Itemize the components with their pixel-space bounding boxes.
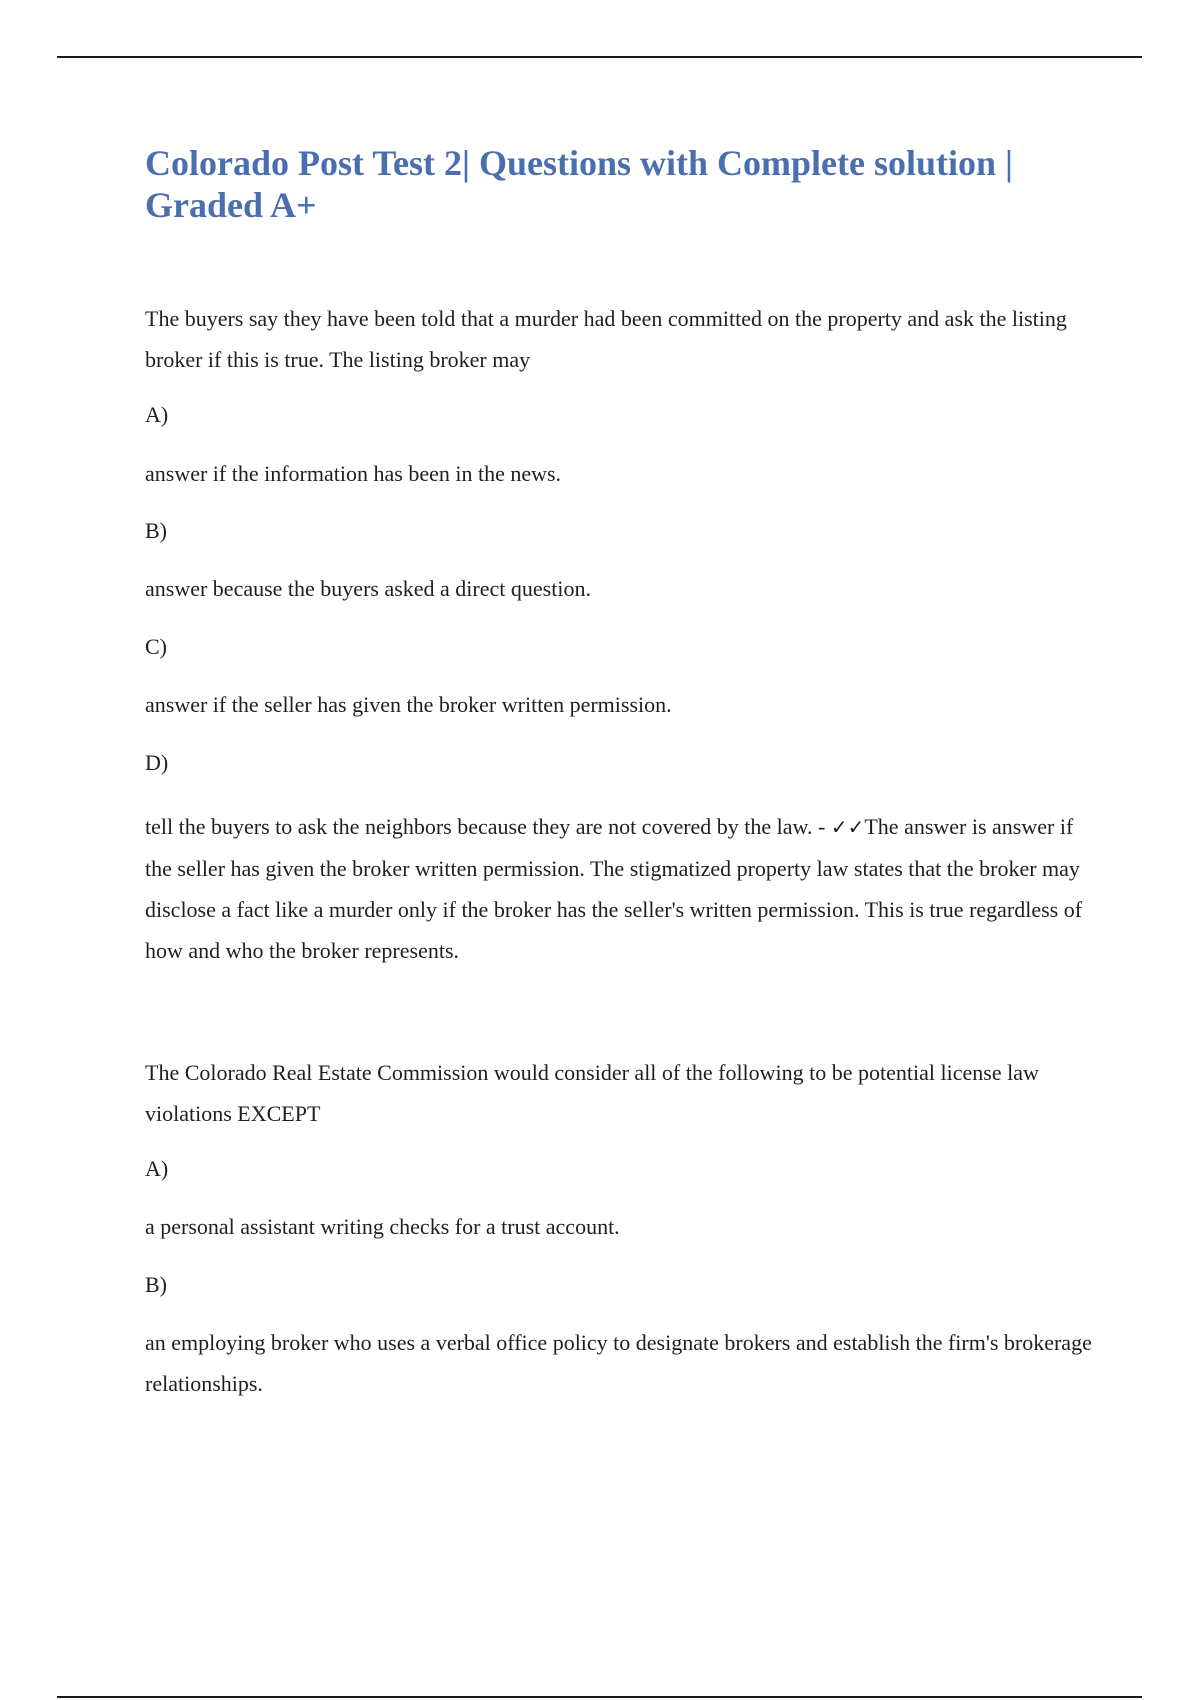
checkmark-icon: ✓✓ — [830, 815, 865, 839]
document-title: Colorado Post Test 2| Questions with Complete solution | Graded A+ — [145, 143, 1013, 225]
question-2-option-a-text: a personal assistant writing checks for a trust account. — [145, 1214, 620, 1239]
question-2-prompt: The Colorado Real Estate Commission would consider all of the following to be potential license law violations EXCEPT — [145, 1060, 1039, 1126]
question-2-option-a-label: A) — [145, 1156, 169, 1181]
question-1-answer-explanation: The answer is answer if the seller has given the broker written permission. The stigmatized property law states that the broker may disclose a fact like a murder only if the broker has the seller's written permission. This is true regardless of how and who the broker represents. — [145, 814, 1083, 963]
question-1-option-d-label: D) — [145, 750, 169, 775]
footer-rule — [57, 1696, 1142, 1698]
question-1-option-a-text: answer if the information has been in the news. — [145, 461, 562, 486]
question-1-option-c-text: answer if the seller has given the broker written permission. — [145, 692, 672, 717]
question-1-option-a-label: A) — [145, 402, 169, 427]
question-1-option-b-text: answer because the buyers asked a direct question. — [145, 576, 591, 601]
header-rule — [57, 56, 1142, 58]
question-1-option-d-and-answer — [145, 806, 1095, 971]
question-1-option-d-text: tell the buyers to ask the neighbors because they are not covered by the law. - — [145, 814, 831, 839]
question-1-prompt: The buyers say they have been told that a murder had been committed on the property and ask the listing broker if this is true. The listing broker may — [145, 306, 1067, 372]
question-2-option-b-text: an employing broker who uses a verbal office policy to designate brokers and establish the firm's brokerage relationships. — [145, 1330, 1092, 1396]
question-2-option-b-label: B) — [145, 1272, 167, 1297]
question-1-option-b-label: B) — [145, 518, 167, 543]
question-1-option-c-label: C) — [145, 634, 167, 659]
